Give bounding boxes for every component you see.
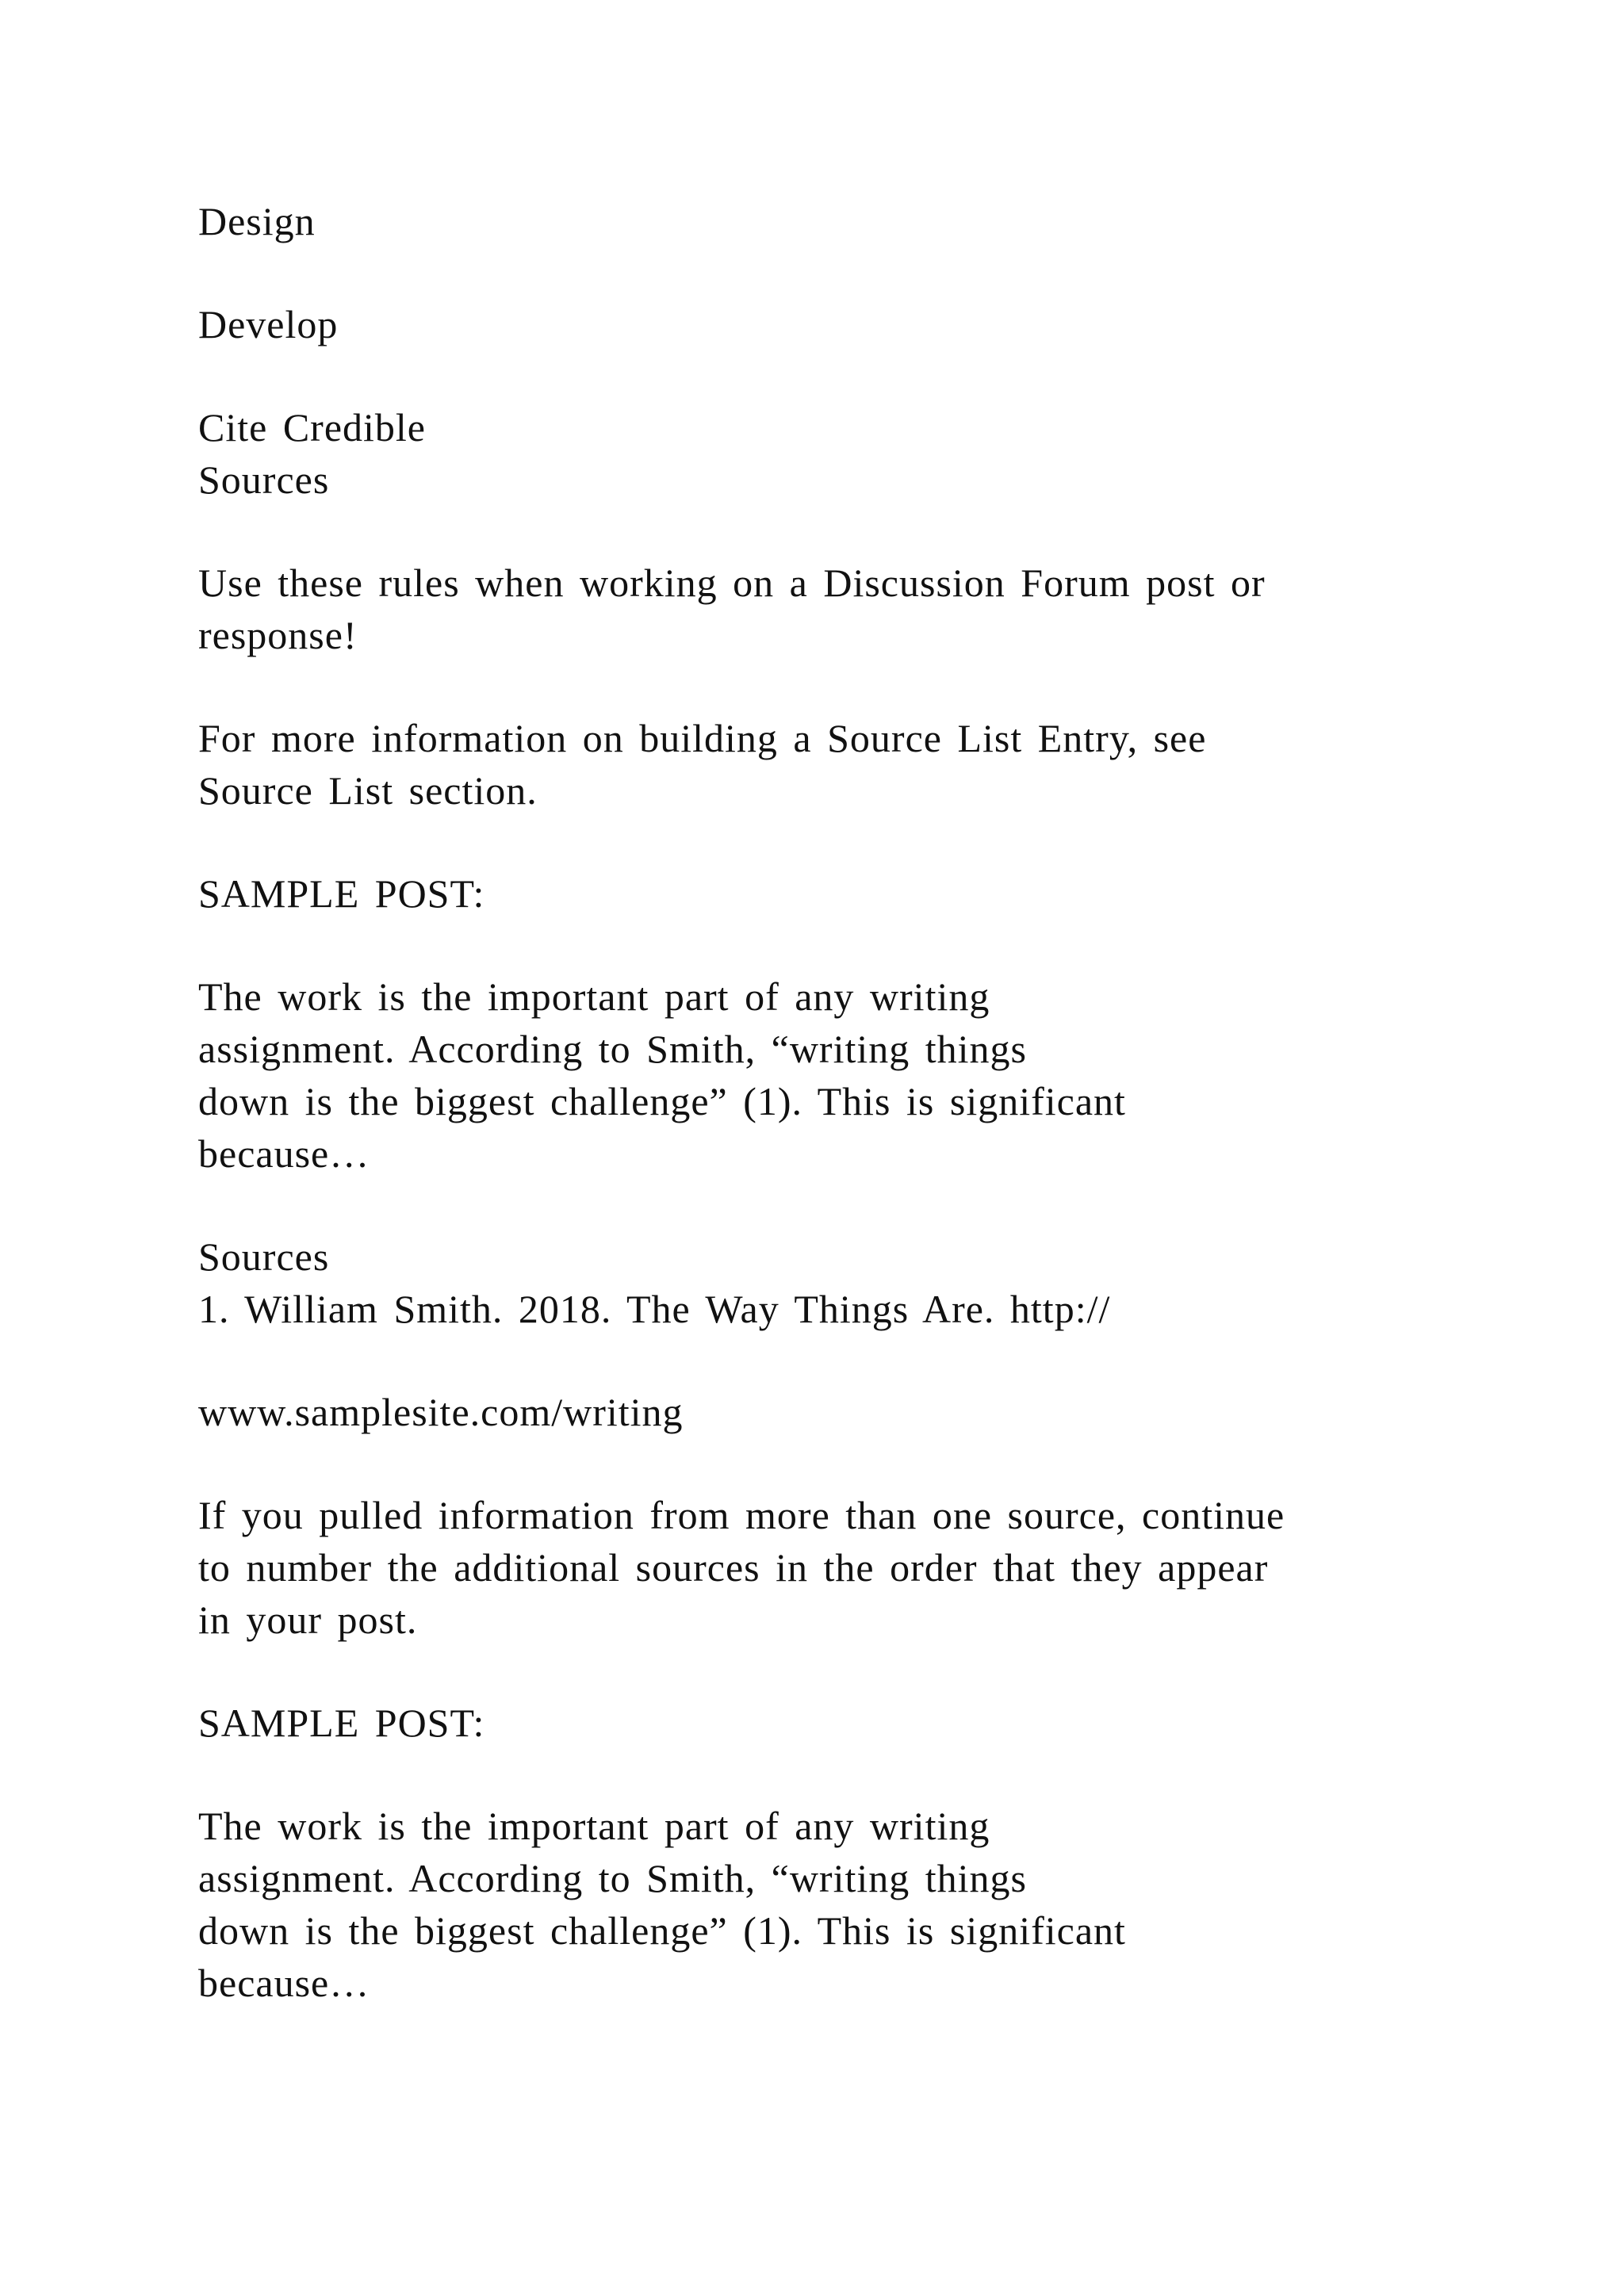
- heading-design: [198, 195, 1435, 247]
- text-line: in your post.: [198, 1598, 418, 1642]
- text-line: assignment. According to Smith, “writing things: [198, 1027, 1027, 1071]
- sources-heading: Sources: [198, 1234, 330, 1279]
- instruction-paragraph: [198, 557, 1435, 661]
- multiple-sources-paragraph: [198, 1489, 1435, 1646]
- sources-list: [198, 1230, 1435, 1335]
- text-line: Sources: [198, 457, 330, 502]
- text-line: Design: [198, 199, 316, 243]
- heading-cite-credible-sources: [198, 401, 1435, 506]
- heading-develop: [198, 298, 1435, 350]
- text-line: because…: [198, 1961, 370, 2005]
- text-line: SAMPLE POST:: [198, 1701, 485, 1745]
- text-line: down is the biggest challenge” (1). This is significant: [198, 1079, 1126, 1123]
- text-line: Source List section.: [198, 768, 538, 813]
- text-line: Develop: [198, 302, 339, 346]
- text-line: assignment. According to Smith, “writing things: [198, 1856, 1027, 1900]
- sample-post-body: [198, 970, 1435, 1180]
- sample-post-label: [198, 867, 1435, 920]
- more-info-paragraph: [198, 712, 1435, 817]
- text-line: The work is the important part of any writing: [198, 1804, 990, 1848]
- text-line: because…: [198, 1131, 370, 1176]
- sample-post-body: [198, 1800, 1435, 2009]
- text-line: SAMPLE POST:: [198, 871, 485, 916]
- sample-post-label: [198, 1697, 1435, 1749]
- text-line: Use these rules when working on a Discussion Forum post or: [198, 561, 1266, 605]
- text-line: www.samplesite.com/writing: [198, 1390, 684, 1434]
- document-body: [198, 195, 1435, 2060]
- text-line: to number the additional sources in the order that they appear: [198, 1545, 1269, 1590]
- text-line: down is the biggest challenge” (1). This is significant: [198, 1908, 1126, 1953]
- source-url: [198, 1386, 1435, 1438]
- text-line: response!: [198, 613, 358, 657]
- source-entry: 1. William Smith. 2018. The Way Things Are. http://: [198, 1287, 1111, 1331]
- text-line: The work is the important part of any writing: [198, 974, 990, 1019]
- text-line: For more information on building a Source List Entry, see: [198, 716, 1207, 760]
- text-line: Cite Credible: [198, 405, 426, 450]
- text-line: If you pulled information from more than one source, continue: [198, 1493, 1285, 1537]
